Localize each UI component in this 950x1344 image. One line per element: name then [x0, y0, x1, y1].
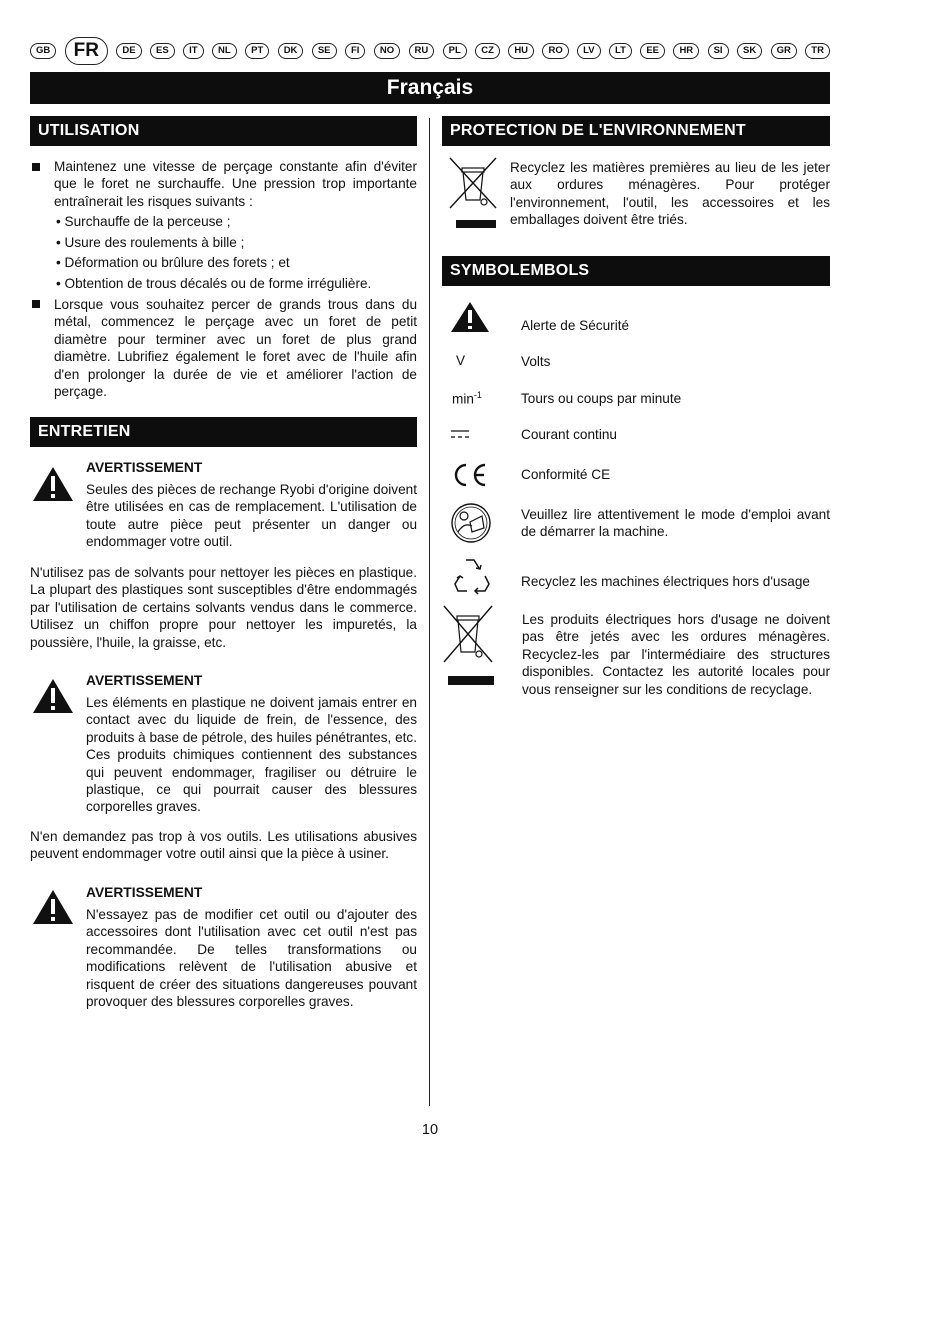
entretien-para-2: N'en demandez pas trop à vos outils. Les utilisations abusives peuvent endommager votre outil ainsi que la pièce à usiner. [30, 829, 417, 862]
language-pt[interactable]: PT [245, 43, 269, 59]
bullet-square-icon [32, 300, 40, 308]
rpm-unit: min [452, 391, 474, 407]
symbol-ce-label: Conformité CE [521, 467, 611, 482]
language-no[interactable]: NO [374, 43, 400, 59]
recycle-icon [452, 556, 492, 596]
warning-triangle-icon [32, 889, 74, 925]
symbol-dc-label: Courant continu [521, 427, 617, 442]
language-ro[interactable]: RO [542, 43, 568, 59]
warning-triangle-icon [32, 466, 74, 502]
language-si[interactable]: SI [708, 43, 729, 59]
language-fr[interactable]: FR [65, 37, 108, 65]
warning-3-text: N'essayez pas de modifier cet outil ou d'ajouter des accessoires dont l'utilisation avec cet outil n'est pas recommandée. De telles transformations ou modifications relèvent de l'utilisation abusive et risquent de créer des situations dangereuses pouvant provoquer des blessures corporelles graves. [86, 907, 417, 1010]
rpm-exponent: -1 [473, 390, 482, 400]
language-hu[interactable]: HU [508, 43, 534, 59]
symbol-weee-label: Les produits électriques hors d'usage ne doivent pas être jetés avec les ordures ménagères. Recyclez-les par l'intermédiaire des structures disponibles. Contactez les autorité locales pour vous renseigner sur les conditions de recyclage. [522, 612, 830, 697]
language-gb[interactable]: GB [30, 43, 56, 59]
warning-2-text: Les éléments en plastique ne doivent jamais entrer en contact avec du liquide de frein, de l'essence, des produits à base de pétrole, des huiles pénétrantes, etc. Ces produits chimiques contiennent des substances qui peuvent endommager, fragiliser ou détruire le plastique, ce qui pourrait causer des blessures corporelles graves. [86, 695, 417, 815]
language-ee[interactable]: EE [640, 43, 665, 59]
language-lv[interactable]: LV [577, 43, 600, 59]
symbol-volts-code: V [456, 353, 466, 368]
language-lt[interactable]: LT [609, 43, 632, 59]
symbol-manual-label: Veuillez lire attentivement le mode d'emploi avant de démarrer la machine. [521, 507, 830, 540]
column-divider [429, 118, 430, 1106]
utilisation-header: UTILISATION [30, 116, 417, 146]
environment-text: Recyclez les matières premières au lieu de les jeter aux ordures ménagères. Pour protéger l'environnement, l'outil, les accessoires et les emballages doivent être triés. [510, 160, 830, 228]
language-hr[interactable]: HR [673, 43, 699, 59]
language-es[interactable]: ES [150, 43, 175, 59]
utilisation-bullet-2: Lorsque vous souhaitez percer de grands trous dans du métal, commencez le perçage avec un foret de petit diamètre pour terminer avec un foret de plus grand diamètre. Lubrifiez également le foret avec de l'huile afin d'en prolonger la durée de vie et améliorer l'action de perçage. [54, 297, 417, 400]
symbol-rpm-label: Tours ou coups par minute [521, 391, 682, 406]
warning-2-title: AVERTISSEMENT [86, 673, 203, 688]
language-it[interactable]: IT [183, 43, 203, 59]
language-se[interactable]: SE [312, 43, 337, 59]
language-de[interactable]: DE [116, 43, 141, 59]
sub-item-2: • Usure des roulements à bille ; [56, 235, 245, 250]
entretien-header: ENTRETIEN [30, 417, 417, 447]
language-ru[interactable]: RU [409, 43, 435, 59]
symbol-rpm-code [452, 390, 482, 407]
environment-header: PROTECTION DE L'ENVIRONNEMENT [442, 116, 830, 146]
ce-mark-icon [449, 462, 489, 488]
utilisation-bullet-1: Maintenez une vitesse de perçage constante afin d'éviter que le foret ne surchauffe. Une pression trop importante entraînerait les risques suivants : [54, 159, 417, 209]
symbols-header: SYMBOLEMBOLS [442, 256, 830, 286]
symbol-recycle-label: Recyclez les machines électriques hors d'usage [521, 574, 810, 589]
crossed-bin-icon [448, 156, 500, 232]
symbol-alert-label: Alerte de Sécurité [521, 318, 630, 333]
language-gr[interactable]: GR [771, 43, 797, 59]
entretien-para-1: N'utilisez pas de solvants pour nettoyer les pièces en plastique. La plupart des plastiques sont susceptibles d'être endommagés par l'utilisation de certains solvants vendus dans le commerce. Utilisez un chiffon propre pour nettoyer les impuretés, la poussière, l'huile, la graisse, etc. [30, 565, 417, 650]
language-cz[interactable]: CZ [475, 43, 500, 59]
sub-item-1: • Surchauffe de la perceuse ; [56, 214, 231, 229]
language-banner: Français [30, 72, 830, 104]
warning-triangle-icon [32, 678, 74, 714]
language-fi[interactable]: FI [345, 43, 365, 59]
language-dk[interactable]: DK [278, 43, 304, 59]
language-pl[interactable]: PL [443, 43, 467, 59]
read-manual-icon [450, 502, 492, 544]
symbol-volts-label: Volts [521, 354, 551, 369]
direct-current-icon [450, 428, 470, 440]
sub-item-3: • Déformation ou brûlure des forets ; et [56, 255, 290, 270]
language-selector [30, 36, 830, 66]
language-sk[interactable]: SK [737, 43, 762, 59]
warning-1-title: AVERTISSEMENT [86, 460, 203, 475]
weee-bin-icon [442, 604, 496, 688]
language-nl[interactable]: NL [212, 43, 237, 59]
warning-3-title: AVERTISSEMENT [86, 885, 203, 900]
sub-item-4: • Obtention de trous décalés ou de forme irrégulière. [56, 276, 372, 291]
language-tr[interactable]: TR [805, 43, 830, 59]
bullet-square-icon [32, 163, 40, 171]
warning-1-text: Seules des pièces de rechange Ryobi d'origine doivent être utilisées en cas de remplacement. L'utilisation de toute autre pièce peut présenter un danger ou endommager votre outil. [86, 482, 417, 550]
safety-alert-icon [450, 301, 490, 333]
page-number: 10 [421, 1122, 439, 1138]
